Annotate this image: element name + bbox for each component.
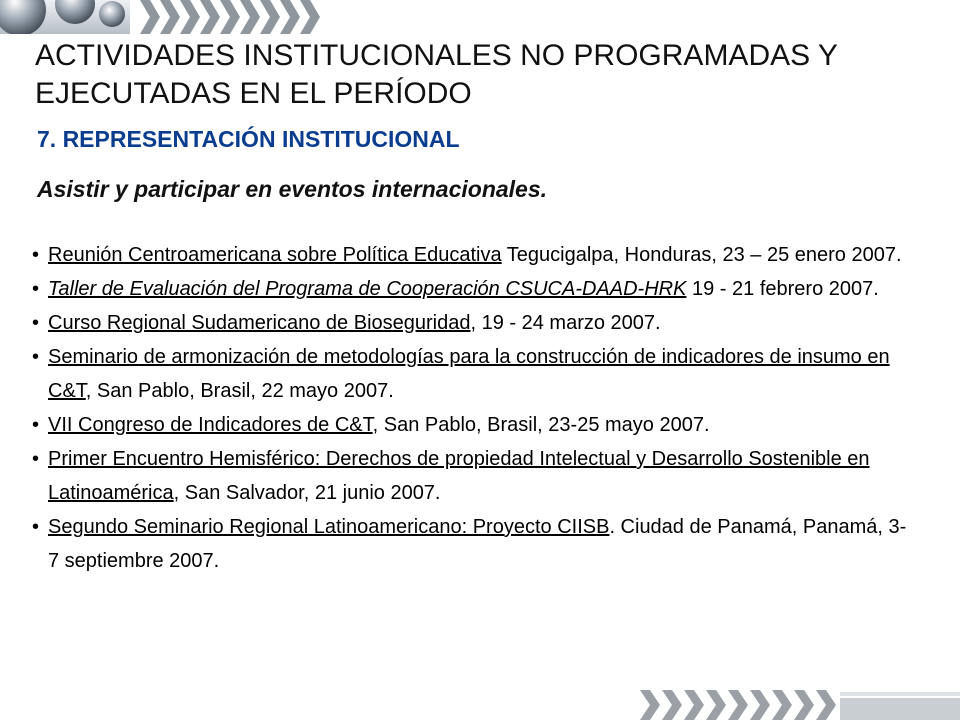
bullet-icon: • [32,516,40,538]
event-name[interactable]: Reunión Centroamericana sobre Política Educativa [48,244,502,266]
event-details: Tegucigalpa, Honduras, 23 – 25 enero 2007. [501,244,902,266]
list-item [32,340,912,408]
slide-title: ACTIVIDADES INSTITUCIONALES NO PROGRAMADAS Y EJECUTADAS EN EL PERÍODO [35,39,838,110]
events-list [32,238,912,578]
bullet-icon: • [32,244,40,266]
event-name[interactable]: Curso Regional Sudamericano de Bioseguridad [48,312,471,334]
bullet-icon: • [32,278,40,300]
event-details: , San Pablo, Brasil, 23-25 mayo 2007. [372,414,710,436]
event-name[interactable]: Segundo Seminario Regional Latinoamericano: Proyecto CIISB [48,516,610,538]
event-details: , San Pablo, Brasil, 22 mayo 2007. [85,380,394,402]
event-name[interactable]: Primer Encuentro Hemisférico: Derechos de propiedad Intelectual y Desarrollo Sostenible en Latinoamérica [48,448,870,504]
header-decoration [0,0,330,34]
list-item [32,442,912,510]
bullet-icon: • [32,414,40,436]
event-details: , 19 - 24 marzo 2007. [470,312,661,334]
event-details: 19 - 21 febrero 2007. [686,278,879,300]
list-item [32,306,912,340]
event-name[interactable]: Seminario de armonización de metodologías para la construcción de indicadores de insumo en C&T [48,346,890,402]
event-name[interactable]: VII Congreso de Indicadores de C&T [48,414,373,436]
footer-decoration [640,690,960,720]
event-details: . Ciudad de Panamá, Panamá, 3-7 septiembre 2007. [48,516,907,572]
list-item [32,510,912,578]
list-item [32,238,912,272]
bullet-icon: • [32,346,40,368]
list-item [32,272,912,306]
event-details: , San Salvador, 21 junio 2007. [173,482,441,504]
section-heading: 7. REPRESENTACIÓN INSTITUCIONAL [37,126,460,152]
bullet-icon: • [32,448,40,470]
list-item [32,408,912,442]
bullet-icon: • [32,312,40,334]
event-name[interactable]: Taller de Evaluación del Programa de Cooperación CSUCA-DAAD-HRK [48,278,687,300]
slide-subtitle: Asistir y participar en eventos internacionales. [37,176,548,202]
